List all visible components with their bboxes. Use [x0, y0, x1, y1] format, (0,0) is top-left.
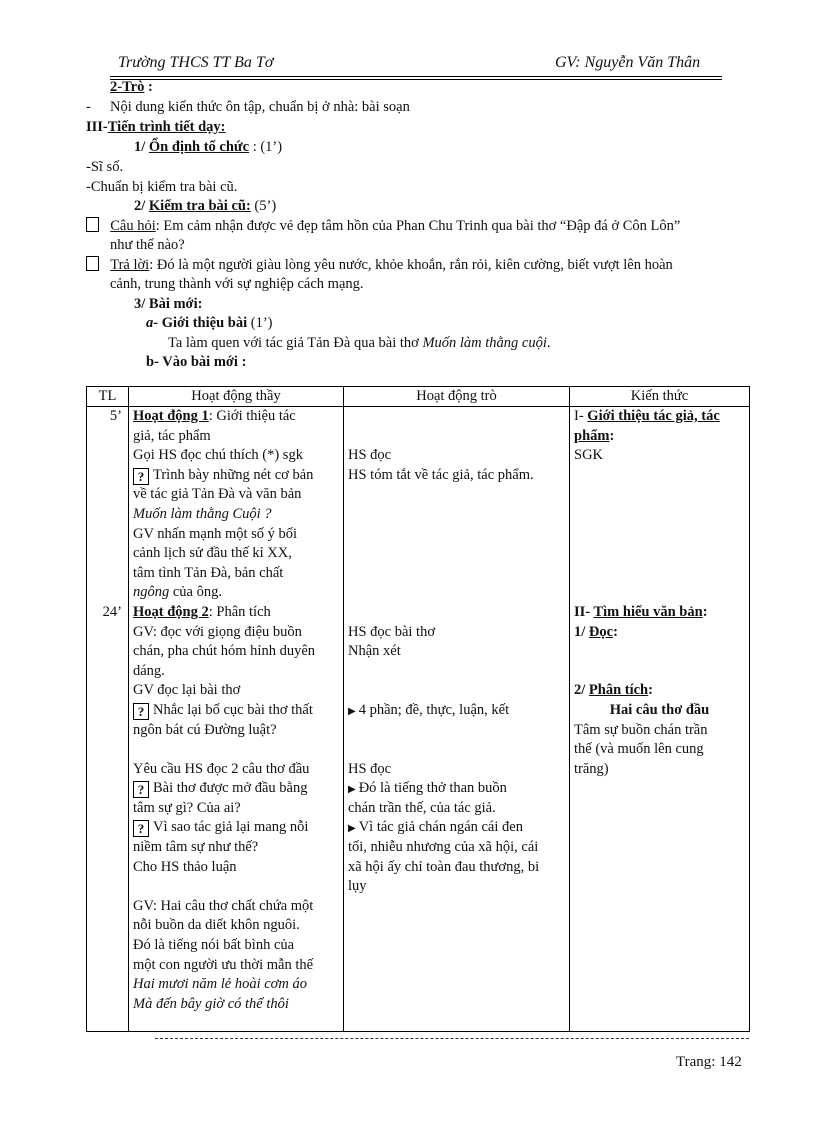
teacher-name: GV: Nguyễn Văn Thân — [555, 54, 701, 71]
answer-line: Trả lời: Đó là một người giàu lòng yêu nước, khỏe khoắn, rắn rỏi, kiên cường, biết vượt lên hoàn — [86, 256, 673, 275]
lesson-table — [86, 386, 750, 1032]
question-icon: ? — [133, 703, 149, 720]
header-rule-2 — [110, 79, 722, 80]
col-header-teacher: Hoạt động thầy — [129, 387, 344, 407]
teacher-activity-cell: Hoạt động 1: Giới thiệu tác giả, tác phẩm Gọi HS đọc chú thích (*) sgk ? Trình bày những nét cơ bản về tác giả Tản Đà và văn bản Muốn làm thằng Cuội ? GV nhấn mạnh một số ý bối cảnh lịch sử đầu thế kỉ XX, tâm tình Tản Đà, bản chất ngông của ông. Hoạt động 2: Phân tích GV: đọc với giọng điệu buồn chán, pha chút hóm hỉnh duyên dáng. GV đọc lại bài thơ ? Nhắc lại bố cục bài thơ thất ngôn bát cú Đường luật? Yêu cầu HS đọc 2 câu thơ đầu ? Bài thơ được mở đầu bằng tâm sự gì? Của ai? ? Vì sao tác giả lại mang nỗi niềm tâm sự như thế? Cho HS thảo luận GV: Hai câu thơ chất chứa một nỗi buồn da diết khôn nguôi. Đó là tiếng nói bất bình của một con người ưu thời mẫn thế Hai mươi năm lẻ hoài cơm áo Mà đến bây giờ có thể thôi — [129, 407, 344, 1032]
question-icon: ? — [133, 820, 149, 837]
time-24: 24’ — [102, 603, 122, 620]
new-lesson-heading: b- Vào bài mới : — [146, 354, 247, 370]
page-number: Trang: 142 — [676, 1054, 742, 1070]
arrow-icon: ▶ — [348, 705, 356, 717]
line-kiem-tra: -Chuẩn bị kiểm tra bài cũ. — [86, 179, 238, 195]
arrow-icon: ▶ — [348, 823, 356, 835]
knowledge-cell: I- Giới thiệu tác giả, tác phẩm: SGK II- Tìm hiểu văn bản: 1/ Đọc: 2/ Phân tích: Hai câu thơ đầu Tâm sự buồn chán trần thế (và muốn lên cung trăng) — [570, 407, 750, 1032]
col-header-knowledge: Kiến thức — [570, 387, 750, 407]
intro-heading: a- Giới thiệu bài (1’) — [146, 315, 273, 331]
student-prep-heading: 2-Trò : — [110, 79, 153, 95]
col-header-student: Hoạt động trò — [344, 387, 570, 407]
question-icon: ? — [133, 781, 149, 798]
section-3-1-heading: 1/ Ổn định tổ chức : (1’) — [134, 139, 283, 155]
section-3-3-heading: 3/ Bài mới: — [134, 296, 203, 312]
answer-line-2: cảnh, trung thành với sự nghiệp cách mạng. — [110, 276, 364, 292]
section-3-2-heading: 2/ Kiểm tra bài cũ: (5’) — [134, 198, 277, 214]
time-5: 5’ — [109, 408, 122, 424]
checkbox-icon — [86, 256, 99, 271]
header-rule — [110, 76, 722, 77]
time-cell — [87, 407, 129, 1032]
student-prep-dash: - — [86, 99, 91, 115]
checkbox-icon — [86, 217, 99, 232]
table-row — [87, 407, 750, 1032]
intro-text: Ta làm quen với tác giả Tản Đà qua bài thơ Muốn làm thằng cuội. — [168, 335, 551, 351]
section-3-heading: III-Tiến trình tiết dạy: — [86, 119, 226, 135]
footer-rule — [155, 1038, 749, 1039]
line-si-so: -Sĩ số. — [86, 159, 124, 175]
student-activity-cell: HS đọc HS tóm tắt về tác giả, tác phẩm. HS đọc bài thơ Nhận xét ▶ 4 phần; đề, thực, luận, kết HS đọc ▶ Đó là tiếng thở than buồn chán trần thế, của tác giả. ▶ Vì tác giả chán ngán cái đen tối, nhiễu nhương của xã hội, cái xã hội ấy chỉ toàn đau thương, bi lụy — [344, 407, 570, 1032]
school-name: Trường THCS TT Ba Tơ — [118, 54, 274, 71]
student-prep-item: Nội dung kiến thức ôn tập, chuẩn bị ở nhà: bài soạn — [110, 99, 410, 115]
col-header-tl: TL — [87, 387, 129, 407]
arrow-icon: ▶ — [348, 784, 356, 796]
question-line: Câu hỏi: Em cảm nhận được vẻ đẹp tâm hồn của Phan Chu Trinh qua bài thơ “Đập đá ở Côn Lôn” — [86, 217, 680, 236]
question-line-2: như thế nào? — [110, 237, 185, 253]
question-icon: ? — [133, 468, 149, 485]
table-header-row — [87, 387, 750, 407]
